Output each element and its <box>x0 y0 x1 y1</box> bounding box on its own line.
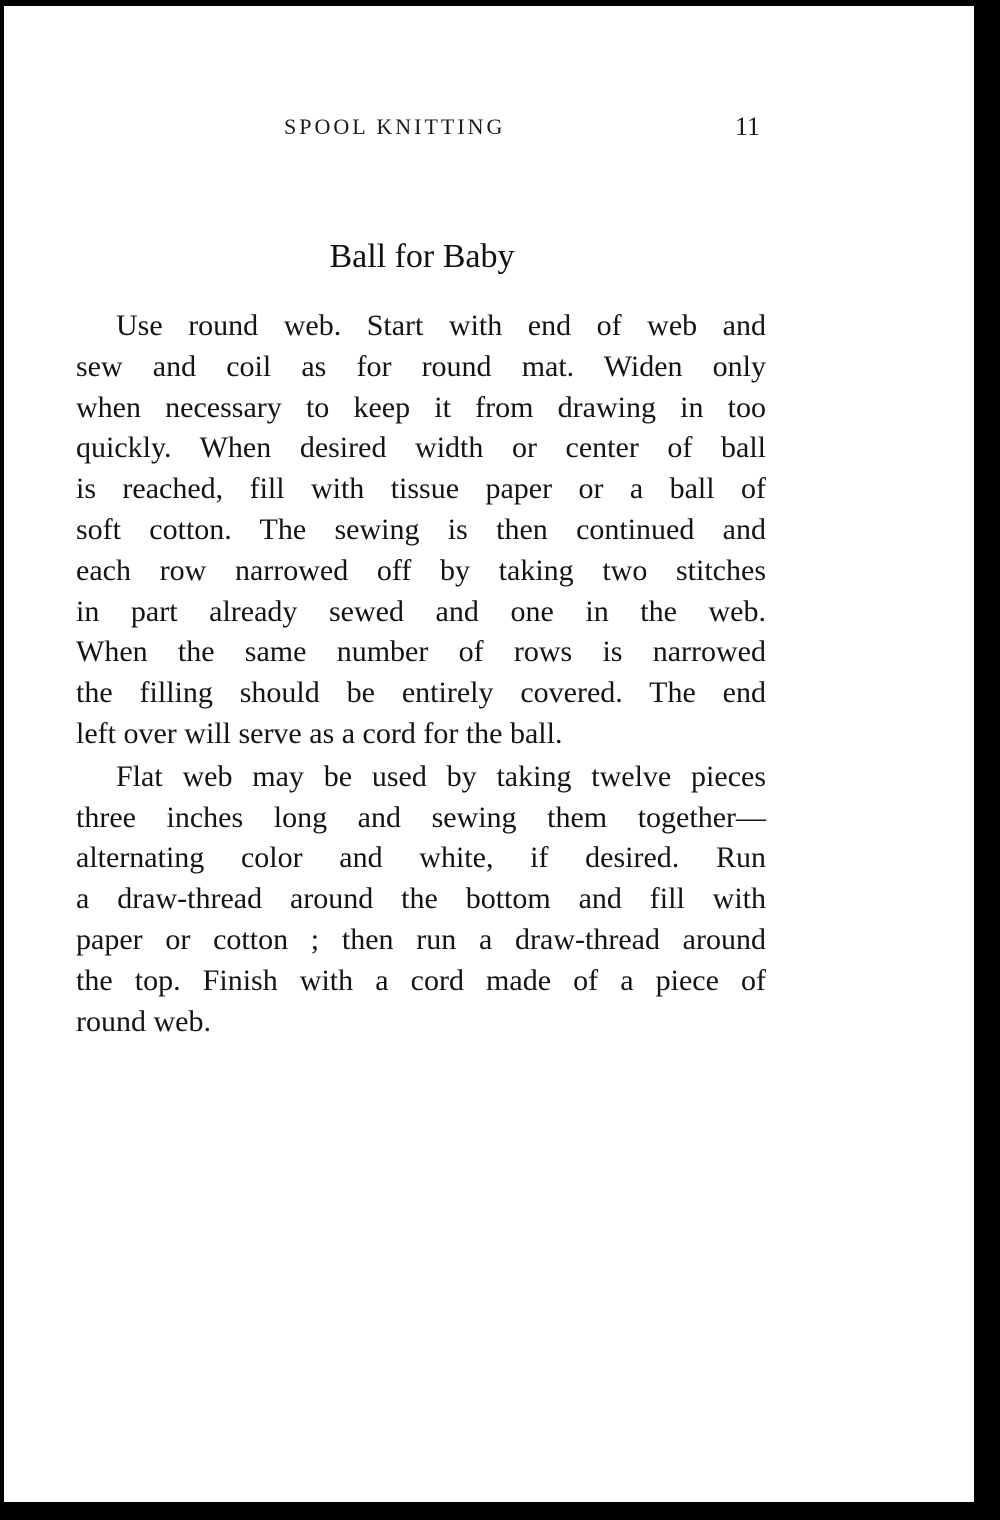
text-line: soft cotton. The sewing is then continued and <box>76 512 766 546</box>
running-head <box>284 110 760 150</box>
text-line: Use round web. Start with end of web and <box>116 309 766 342</box>
book-page <box>4 6 974 1502</box>
body-text <box>76 306 766 1042</box>
page-number: 11 <box>734 112 760 141</box>
text-line: When the same number of rows is narrowed <box>76 635 766 669</box>
text-line: when necessary to keep it from drawing in too <box>76 390 766 424</box>
text-line: quickly. When desired width or center of ball <box>76 431 766 465</box>
scan-border-right <box>974 0 1000 1520</box>
paragraph-1 <box>76 306 766 755</box>
text-line: sew and coil as for round mat. Widen only <box>76 349 766 383</box>
paragraph-2 <box>76 757 766 1043</box>
text-line: paper or cotton ; then run a draw-thread around <box>76 922 766 956</box>
text-line: a draw-thread around the bottom and fill with <box>76 882 766 916</box>
text-line: the filling should be entirely covered. The end <box>76 676 766 710</box>
text-line: in part already sewed and one in the web. <box>76 594 766 628</box>
text-line: round web. <box>76 1004 211 1038</box>
section-heading: Ball for Baby <box>329 238 515 275</box>
text-line: alternating color and white, if desired. Run <box>76 841 766 875</box>
text-line: the top. Finish with a cord made of a piece of <box>76 963 766 997</box>
scan-border-bottom <box>0 1502 1000 1520</box>
text-line: is reached, fill with tissue paper or a ball of <box>76 472 766 506</box>
text-line: each row narrowed off by taking two stitches <box>76 553 766 587</box>
running-title: SPOOL KNITTING <box>284 114 506 139</box>
text-line: Flat web may be used by taking twelve pieces <box>116 759 766 793</box>
text-line: three inches long and sewing them together— <box>76 800 766 834</box>
text-line: left over will serve as a cord for the ball. <box>76 716 563 750</box>
